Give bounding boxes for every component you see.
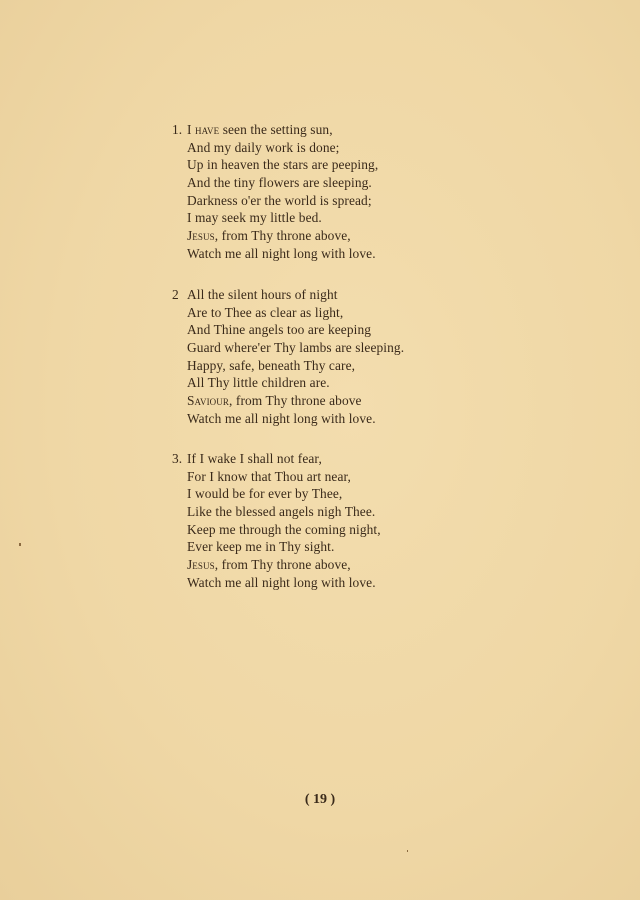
stanza-1 <box>172 121 472 263</box>
verse-line: For I know that Thou art near, <box>187 468 351 484</box>
verse-line: And the tiny flowers are sleeping. <box>187 175 372 191</box>
small-caps-word: Jesus <box>187 228 215 244</box>
verse-line: Are to Thee as clear as light, <box>187 304 344 320</box>
verse-line: Darkness o'er the world is spread; <box>187 192 372 208</box>
stanza-number: 3. <box>172 451 183 466</box>
verse-line <box>172 227 472 245</box>
stanza-3 <box>172 450 472 592</box>
verse-line: And my daily work is done; <box>187 139 340 155</box>
paper-speck <box>407 850 408 852</box>
verse-line: Like the blessed angels nigh Thee. <box>187 504 376 520</box>
line-text: , from Thy throne above, <box>214 557 351 573</box>
page-number: ( 19 ) <box>304 792 336 807</box>
verse-line <box>172 286 472 304</box>
stanza-number: 1. <box>172 122 183 137</box>
verse-line <box>172 450 472 468</box>
verse-line: I would be for ever by Thee, <box>187 486 343 502</box>
verse-line: Up in heaven the stars are peeping, <box>187 157 379 173</box>
verse-line: All Thy little children are. <box>187 375 330 391</box>
verse-line: Watch me all night long with love. <box>187 410 376 426</box>
verse-line: Keep me through the coming night, <box>187 521 381 537</box>
stanza-number: 2 <box>172 287 179 302</box>
verse-line: Ever keep me in Thy sight. <box>187 539 335 555</box>
verse-line <box>172 556 472 574</box>
paper-speck <box>19 543 21 546</box>
line-text: , from Thy throne above, <box>214 228 351 244</box>
verse-line: I may seek my little bed. <box>187 210 322 226</box>
verse-line: Watch me all night long with love. <box>187 245 376 261</box>
verse-line: Watch me all night long with love. <box>187 574 376 590</box>
small-caps-word: I have <box>187 122 220 137</box>
small-caps-word: Saviour <box>187 393 229 409</box>
verse-line: And Thine angels too are keeping <box>187 322 372 338</box>
stanza-2 <box>172 286 472 428</box>
verse-line <box>172 392 472 410</box>
small-caps-word: Jesus <box>187 557 215 573</box>
verse-line: Guard where'er Thy lambs are sleeping. <box>187 340 405 356</box>
line-text: , from Thy throne above <box>229 393 362 409</box>
verse-line: Happy, safe, beneath Thy care, <box>187 357 356 373</box>
line-text: All the silent hours of night <box>187 287 338 302</box>
verse-line <box>172 121 472 139</box>
line-text: seen the setting sun, <box>219 122 333 137</box>
line-text: If I wake I shall not fear, <box>187 451 322 466</box>
